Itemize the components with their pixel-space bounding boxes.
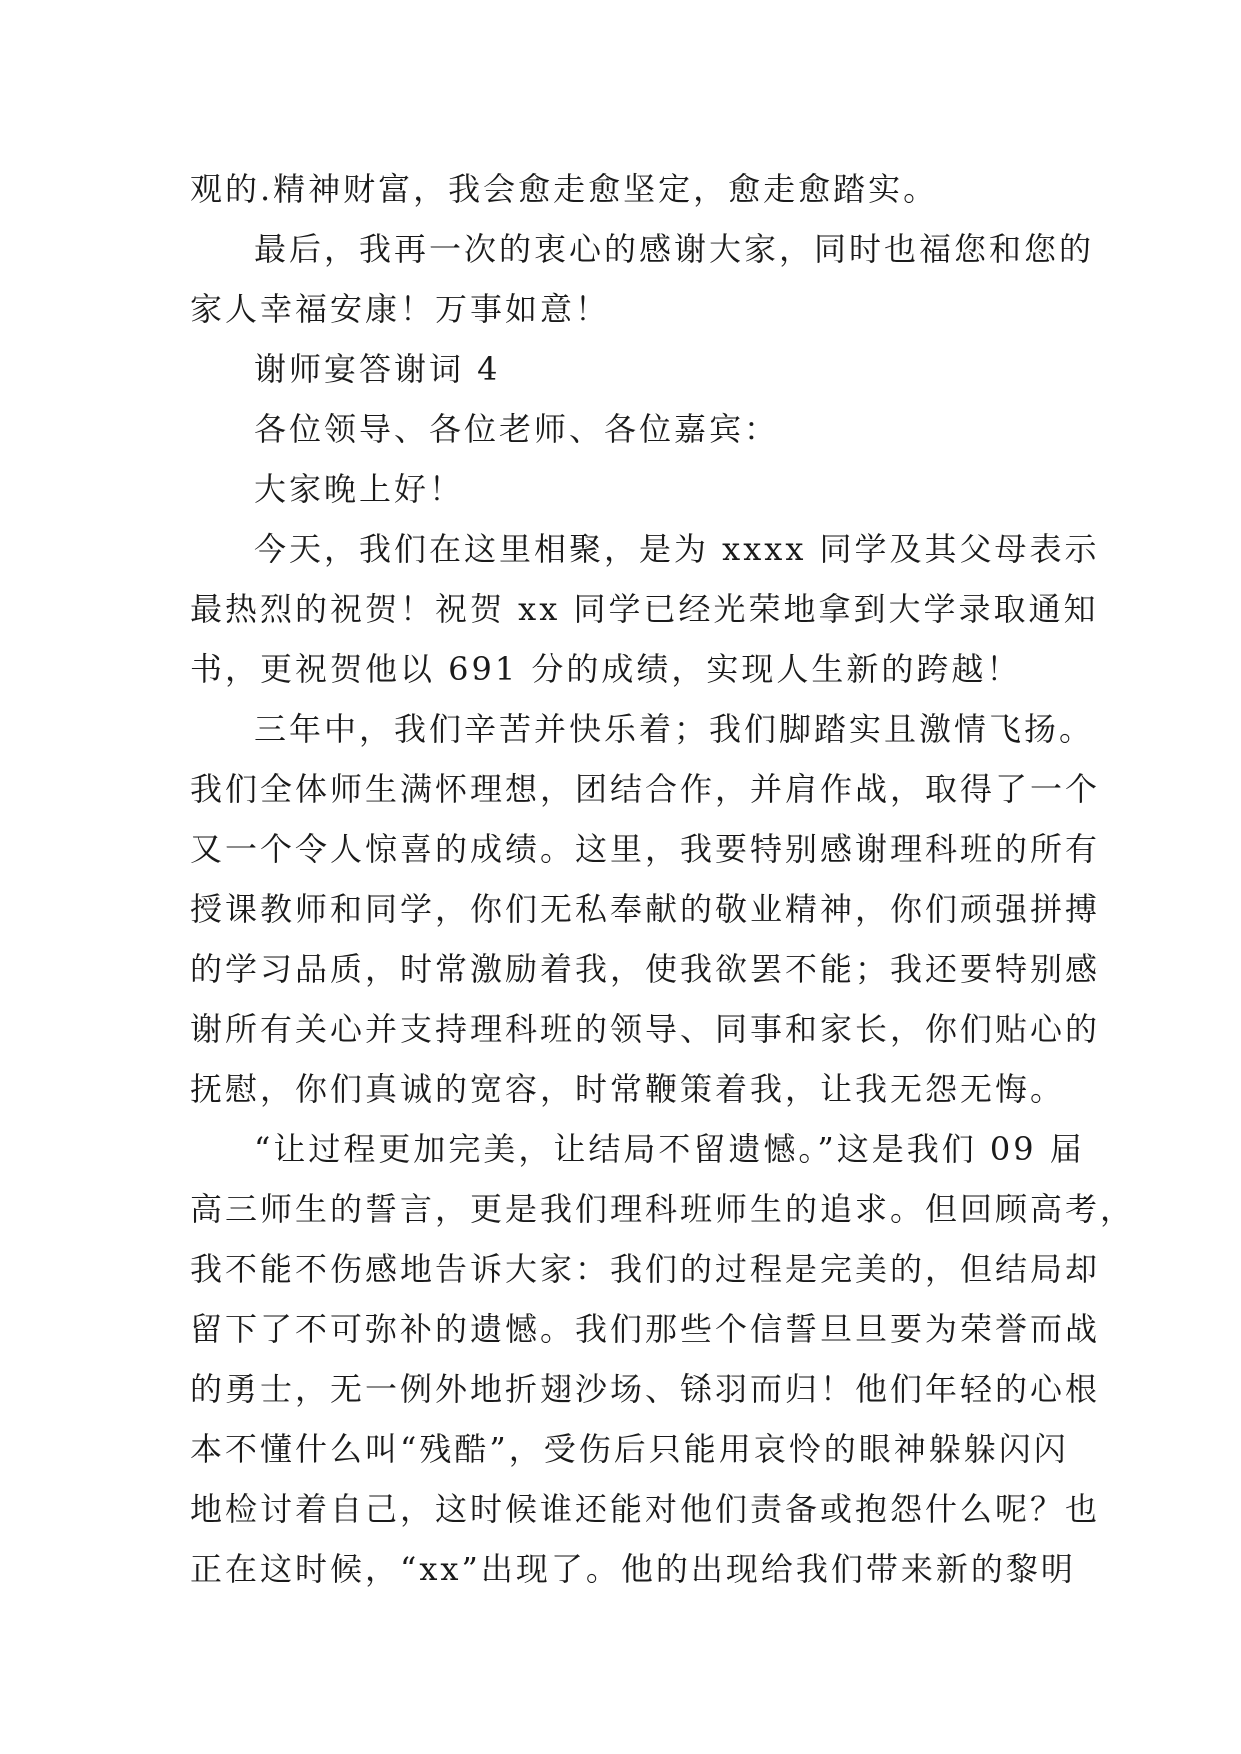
text-line: 本不懂什么叫“残酷”，受伤后只能用哀怜的眼神躲躲闪闪 — [190, 1430, 1069, 1468]
text-line: 家人幸福安康！万事如意！ — [190, 290, 611, 328]
text-line: 书，更祝贺他以 691 分的成绩，实现人生新的跨越！ — [190, 650, 1022, 688]
paragraph — [190, 519, 1100, 699]
text-line: 高三师生的誓言，更是我们理科班师生的追求。但回顾高考， — [190, 1190, 1136, 1228]
paragraph — [190, 339, 1070, 399]
text-line: 观的.精神财富，我会愈走愈坚定，愈走愈踏实。 — [190, 170, 939, 208]
text-line: “让过程更加完美，让结局不留遗憾。”这是我们 09 届 — [254, 1130, 1085, 1168]
text-line: 我们全体师生满怀理想，团结合作，并肩作战，取得了一个 — [190, 770, 1101, 808]
document-body — [190, 159, 1136, 1599]
text-line: 谢师宴答谢词 4 — [254, 350, 501, 388]
text-line: 又一个令人惊喜的成绩。这里，我要特别感谢理科班的所有 — [190, 830, 1101, 868]
text-line: 的勇士，无一例外地折翅沙场、铩羽而归！他们年轻的心根 — [190, 1370, 1101, 1408]
text-line: 三年中，我们辛苦并快乐着；我们脚踏实且激情飞扬。 — [254, 710, 1095, 748]
text-line: 谢所有关心并支持理科班的领导、同事和家长，你们贴心的 — [190, 1010, 1101, 1048]
text-line: 各位领导、各位老师、各位嘉宾： — [254, 410, 780, 448]
text-line: 我不能不伤感地告诉大家：我们的过程是完美的，但结局却 — [190, 1250, 1101, 1288]
text-line: 地检讨着自己，这时候谁还能对他们责备或抱怨什么呢？也 — [190, 1490, 1101, 1528]
text-line: 今天，我们在这里相聚，是为 xxxx 同学及其父母表示 — [254, 530, 1100, 568]
text-line: 的学习品质，时常激励着我，使我欲罢不能；我还要特别感 — [190, 950, 1101, 988]
text-line: 授课教师和同学，你们无私奉献的敬业精神，你们顽强拼搏 — [190, 890, 1101, 928]
text-line: 留下了不可弥补的遗憾。我们那些个信誓旦旦要为荣誉而战 — [190, 1310, 1101, 1348]
paragraph — [190, 219, 1095, 339]
text-line: 最后，我再一次的衷心的感谢大家，同时也福您和您的 — [254, 230, 1095, 268]
text-line: 正在这时候，“xx”出现了。他的出现给我们带来新的黎明 — [190, 1550, 1076, 1588]
paragraph — [190, 159, 1070, 219]
paragraph — [190, 699, 1101, 1119]
paragraph — [190, 1119, 1136, 1599]
paragraph — [190, 459, 1070, 519]
text-line: 大家晚上好！ — [254, 470, 465, 508]
text-line: 抚慰，你们真诚的宽容，时常鞭策着我，让我无怨无悔。 — [190, 1070, 1066, 1108]
text-line: 最热烈的祝贺！祝贺 xx 同学已经光荣地拿到大学录取通知 — [190, 590, 1099, 628]
paragraph — [190, 399, 1070, 459]
